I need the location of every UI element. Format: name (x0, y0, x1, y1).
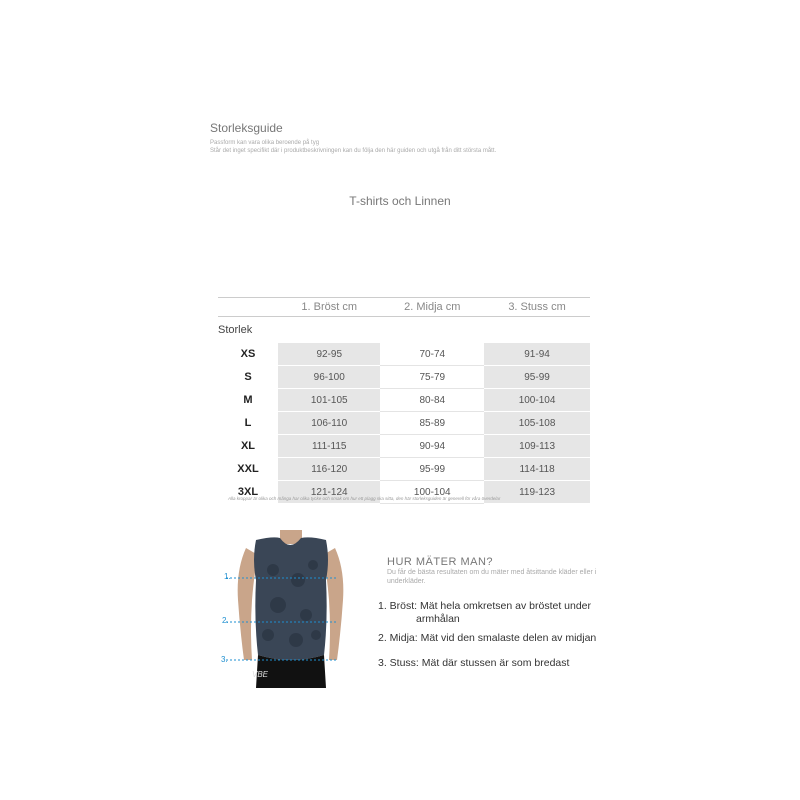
bust-cell: 111-115 (278, 435, 380, 458)
hip-cell: 91-94 (484, 343, 590, 366)
table-note: Alla kroppar är olika och många har olika tycke och smak om hur ett plagg ska sitta, den här storleksguiden är generell för våra överdelar (228, 496, 501, 501)
step-bust-cont: armhålan (416, 613, 460, 625)
step-waist: 2. Midja: Mät vid den smalaste delen av midjan (378, 632, 597, 644)
header-bust: 1. Bröst cm (278, 298, 380, 317)
subtitle-line-1: Passform kan vara olika beroende på tyg (210, 140, 320, 146)
bust-cell: 101-105 (278, 389, 380, 412)
size-row-label: Storlek (218, 324, 253, 336)
logo: VBE (252, 670, 269, 679)
header-waist: 2. Midja cm (380, 298, 484, 317)
size-cell: S (244, 371, 252, 383)
waist-cell: 100-104 (380, 481, 484, 504)
waist-cell: 75-79 (380, 366, 484, 389)
table-row (218, 343, 590, 366)
page-title: Storleksguide (210, 121, 283, 135)
size-table (218, 297, 590, 504)
bust-cell: 106-110 (278, 412, 380, 435)
model-illustration (218, 530, 363, 688)
marker-hip: 3. (221, 655, 228, 664)
table-header-row (218, 298, 590, 317)
measurement-photo (218, 530, 363, 688)
table-row (218, 458, 590, 481)
table-row (218, 366, 590, 389)
size-cell: XL (240, 440, 256, 452)
waist-cell: 90-94 (380, 435, 484, 458)
bust-cell: 92-95 (278, 343, 380, 366)
marker-bust: 1. (224, 572, 231, 581)
waist-cell: 85-89 (380, 412, 484, 435)
header-hip: 3. Stuss cm (484, 298, 590, 317)
how-to-subtitle: Du får de bästa resultaten om du mäter med åtsittande kläder eller i underkläder. (387, 569, 597, 585)
how-to-title: HUR MÄTER MAN? (387, 556, 494, 568)
hip-cell: 109-113 (484, 435, 590, 458)
step-hip: 3. Stuss: Mät där stussen är som bredast (378, 657, 570, 669)
bust-cell: 116-120 (278, 458, 380, 481)
bust-cell: 121-124 (278, 481, 380, 504)
size-cell: XXL (237, 463, 259, 475)
subtitle-line-2: Står det inget specifikt där i produktbeskrivningen kan du följa den här guiden och utgå från ditt största mått. (210, 148, 497, 154)
hip-cell: 100-104 (484, 389, 590, 412)
table-row (218, 435, 590, 458)
hip-cell: 114-118 (484, 458, 590, 481)
hip-cell: 105-108 (484, 412, 590, 435)
hip-cell: 119-123 (484, 481, 590, 504)
bust-cell: 96-100 (278, 366, 380, 389)
waist-cell: 80-84 (380, 389, 484, 412)
table-label-row (218, 317, 590, 344)
section-title: T-shirts och Linnen (349, 194, 451, 208)
waist-cell: 95-99 (380, 458, 484, 481)
hip-cell: 95-99 (484, 366, 590, 389)
header-empty (218, 298, 278, 317)
table-row (218, 412, 590, 435)
step-bust: 1. Bröst: Mät hela omkretsen av bröstet under (378, 600, 592, 612)
size-cell: 3XL (237, 486, 259, 498)
table-row (218, 389, 590, 412)
marker-waist: 2. (222, 616, 229, 625)
size-cell: L (244, 417, 252, 429)
size-cell: XS (240, 348, 256, 361)
size-cell: M (243, 394, 253, 406)
waist-cell: 70-74 (380, 343, 484, 366)
